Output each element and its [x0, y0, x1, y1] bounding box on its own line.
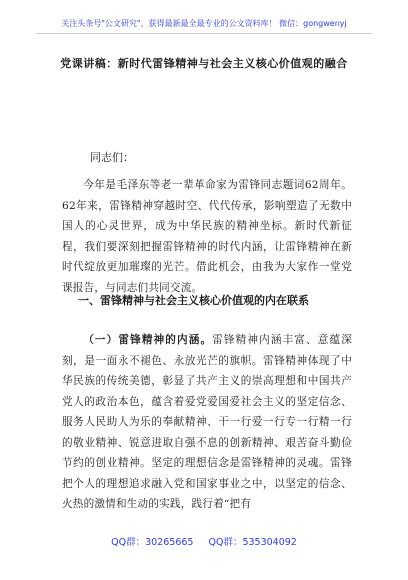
section-heading: 一、雷锋精神与社会主义核心价值观的内在联系 — [78, 294, 309, 307]
subsection-heading: （一）雷锋精神的内涵。 — [83, 334, 213, 346]
body-paragraph — [62, 330, 352, 515]
subsection-body: 雷锋精神内涵丰富、意蕴深刻，是一面永不褪色、永放光芒的旗帜。雷锋精神体现了中华民族的传统美德，彰显了共产主义的崇高理想和中国共产党人的政治本色，蕴含着爱党爱国爱社会主义的坚定信念、服务人民助人为乐的奉献精神、干一行爱一行专一行精一行的敬业精神、锐意进取自强不息的创新精神、艰苦奋斗勤俭节约的创业精神。坚定的理想信念是雷锋精神的灵魂。雷锋把个人的理想追求融入党和国家事业之中，以坚定的信念、火热的激情和生动的实践，践行着“把有 — [62, 334, 353, 510]
header-divider — [36, 33, 372, 34]
header-banner: 关注头条号"公文研究"，获得最新最全最专业的公文资料库！ 微信：gongwenyj — [61, 19, 347, 28]
footer-qq-groups — [0, 534, 408, 548]
salutation: 同志们： — [90, 151, 134, 164]
document-title: 党课讲稿：新时代雷锋精神与社会主义核心价值观的融合 — [60, 57, 348, 70]
intro-paragraph: 今年是毛泽东等老一辈革命家为雷锋同志题词62周年。62年来，雷锋精神穿越时空、代代传承，影响塑造了无数中国人的心灵世界，成为中华民族的精神坐标。新时代新征程，我们要深刻把握雷锋精神的时代内涵，让雷锋精神在新时代绽放更加璀璨的光芒。借此机会，由我为大家作一堂党课报告，与同志们共同交流。 — [62, 179, 352, 294]
qq-group-1: QQ群：30265665 — [111, 537, 194, 548]
qq-group-2: QQ群：535304092 — [208, 537, 297, 548]
